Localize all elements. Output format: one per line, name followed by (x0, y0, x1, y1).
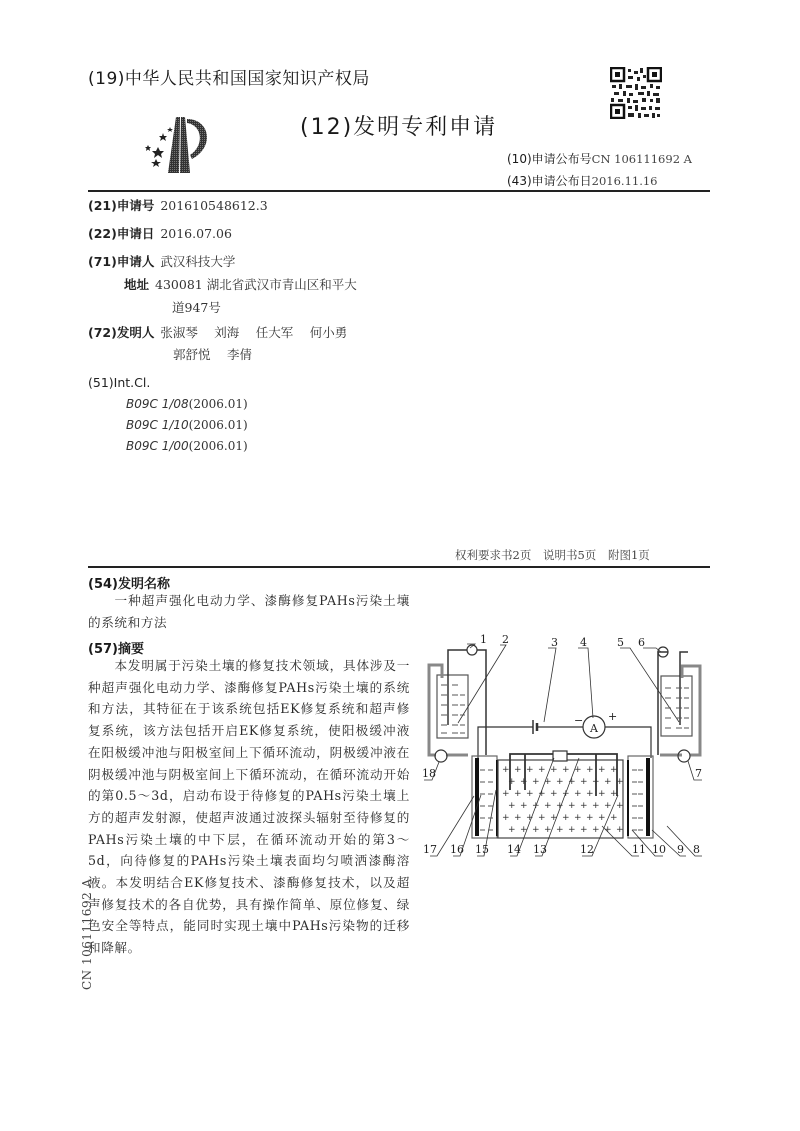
header-divider (88, 190, 710, 192)
address-field-line2 (172, 300, 221, 316)
soil-marker: + (556, 825, 564, 835)
part-label-14: 14 (507, 843, 521, 856)
cathode-buffer-tank (661, 676, 692, 736)
part-label-1: 1 (480, 633, 487, 646)
soil-marker: + (550, 765, 558, 775)
abstract-label: (57)摘要 (88, 642, 144, 657)
applicant-value: 武汉科技大学 (160, 254, 236, 269)
part-label-9: 9 (677, 843, 684, 856)
soil-marker: + (592, 777, 600, 787)
ipc-entry (126, 439, 248, 453)
page-counts: 权利要求书2页 说明书5页 附图1页 (455, 548, 650, 562)
side-publication-number: CN 106111692 A (80, 878, 94, 990)
soil-marker: + (580, 777, 588, 787)
qr-code-icon[interactable] (610, 67, 662, 119)
ipc-code: B09C 1/10 (126, 418, 189, 432)
remediation-system-diagram (420, 630, 705, 865)
pump-18 (435, 750, 447, 762)
soil-marker: + (514, 813, 522, 823)
soil-marker: + (562, 789, 570, 799)
inventors-value-line2: 郭舒悦 李倩 (173, 347, 252, 362)
publication-number-label: (10)申请公布号 (507, 152, 592, 166)
soil-marker: + (604, 801, 612, 811)
part-label-7: 7 (695, 767, 702, 780)
part-label-18: 18 (422, 767, 436, 780)
soil-marker: + (550, 789, 558, 799)
inventors-value-line1: 张淑琴 刘海 任大军 何小勇 (160, 325, 348, 340)
soil-marker: + (574, 765, 582, 775)
soil-marker: + (550, 813, 558, 823)
publication-date-value: 2016.11.16 (591, 174, 658, 188)
soil-marker: + (604, 825, 612, 835)
soil-marker: + (544, 801, 552, 811)
soil-marker: + (598, 813, 606, 823)
publication-date-label: (43)申请公布日 (507, 174, 592, 188)
soil-marker: + (502, 765, 510, 775)
publication-number (507, 150, 692, 167)
soil-marker: + (508, 777, 516, 787)
plus-sign: + (608, 710, 618, 723)
soil-marker: + (538, 789, 546, 799)
pages-divider (88, 566, 710, 568)
anode-buffer-tank (437, 675, 468, 738)
soil-marker: + (538, 813, 546, 823)
ipc-code: B09C 1/08 (126, 397, 189, 411)
ultrasonic-source (553, 751, 567, 761)
soil-marker: + (526, 765, 534, 775)
cnipa-logo-icon (130, 105, 220, 185)
soil-marker: + (562, 813, 570, 823)
minus-sign: − (574, 714, 584, 727)
ipc-version: (2006.01) (188, 397, 248, 411)
soil-marker: + (514, 765, 522, 775)
ipc-entry (126, 418, 248, 432)
part-label-13: 13 (533, 843, 547, 856)
applicant-field (88, 254, 235, 270)
publication-number-value: CN 106111692 A (591, 152, 692, 166)
soil-marker: + (532, 801, 540, 811)
application-number-value: 201610548612.3 (160, 198, 268, 213)
soil-marker: + (592, 825, 600, 835)
soil-marker: + (616, 801, 624, 811)
filing-date-field (88, 226, 232, 242)
part-label-2: 2 (502, 633, 509, 646)
cnipa-logo (130, 105, 220, 185)
soil-marker: + (502, 813, 510, 823)
soil-marker: + (520, 801, 528, 811)
soil-marker: + (526, 813, 534, 823)
soil-marker: + (610, 813, 618, 823)
filing-date-label: (22)申请日 (88, 226, 155, 241)
soil-marker: + (616, 825, 624, 835)
ipc-code: B09C 1/00 (126, 439, 189, 453)
soil-marker: + (586, 765, 594, 775)
soil-marker: + (532, 825, 540, 835)
part-label-12: 12 (580, 843, 594, 856)
soil-marker: + (538, 765, 546, 775)
part-label-8: 8 (693, 843, 700, 856)
soil-marker: + (556, 801, 564, 811)
address-field (124, 277, 357, 293)
ipc-label: (51)Int.Cl. (88, 375, 151, 390)
soil-marker: + (598, 789, 606, 799)
invention-title-text: 一种超声强化电动力学、漆酶修复PAHs污染土壤的系统和方法 (88, 593, 410, 630)
soil-marker: + (592, 801, 600, 811)
address-value-line1: 430081 湖北省武汉市青山区和平大 (155, 277, 357, 292)
address-value-line2: 道947号 (172, 300, 221, 315)
part-label-15: 15 (475, 843, 489, 856)
part-label-10: 10 (652, 843, 666, 856)
soil-marker: + (568, 777, 576, 787)
publication-date (507, 172, 658, 189)
soil-marker: + (586, 789, 594, 799)
soil-marker: + (568, 801, 576, 811)
part-label-6: 6 (638, 636, 645, 649)
soil-marker: + (604, 777, 612, 787)
soil-marker: + (580, 801, 588, 811)
soil-marker: + (616, 777, 624, 787)
soil-marker: + (514, 789, 522, 799)
soil-marker: + (520, 825, 528, 835)
part-label-17: 17 (423, 843, 437, 856)
abstract-text: 本发明属于污染土壤的修复技术领域，具体涉及一种超声强化电动力学、漆酶修复PAHs污染土壤的系统和方法，其特征在于该系统包括EK修复系统和超声修复系统，该方法包括开启EK修复系统，使阳极缓冲液在阳极缓冲池与阳极室间上下循环流动，阴极缓冲液在阴极缓冲池与阴极室间上下循环流动，在循环流动开始的第0.5～3d，启动布设于待修复的PAHs污染土壤上方的超声发射源，使超声波通过波探头辐射至待修复的PAHs污染土壤的中下层，在循环流动开始的第3～5d，向待修复的PAHs污染土壤表面均匀喷洒漆酶溶液。本发明结合EK修复技术、漆酶修复技术，以及超声修复技术的各自优势，具有操作简单、原位修复、绿色安全等特点，能同时实现土壤中PAHs污染物的迁移和降解。 (88, 658, 410, 956)
invention-title-label: (54)发明名称 (88, 577, 170, 592)
soil-marker: + (586, 813, 594, 823)
inventors-field-line2 (173, 347, 252, 363)
inventors-label: (72)发明人 (88, 325, 155, 340)
applicant-label: (71)申请人 (88, 254, 155, 269)
soil-marker: + (520, 777, 528, 787)
abstract (88, 655, 410, 959)
ipc-entry (126, 397, 248, 411)
soil-marker: + (574, 789, 582, 799)
soil-marker: + (526, 789, 534, 799)
invention-title (88, 590, 410, 633)
soil-marker: + (574, 813, 582, 823)
ipc-field (88, 375, 150, 391)
application-number-field (88, 198, 268, 214)
soil-marker: + (502, 789, 510, 799)
document-type-title: (12)发明专利申请 (300, 115, 498, 140)
soil-marker: + (544, 777, 552, 787)
soil-marker: + (562, 765, 570, 775)
inventors-field (88, 325, 347, 341)
soil-marker: + (556, 777, 564, 787)
ipc-version: (2006.01) (188, 418, 248, 432)
address-label: 地址 (124, 277, 150, 292)
filing-date-value: 2016.07.06 (160, 226, 232, 241)
office-name: (19)中华人民共和国国家知识产权局 (88, 69, 370, 89)
soil-marker: + (544, 825, 552, 835)
ammeter-label: A (590, 722, 598, 735)
abstract-figure (420, 630, 705, 865)
soil-marker: + (580, 825, 588, 835)
part-label-16: 16 (450, 843, 464, 856)
soil-marker: + (508, 825, 516, 835)
soil-marker: + (568, 825, 576, 835)
part-label-5: 5 (617, 636, 624, 649)
application-number-label: (21)申请号 (88, 198, 155, 213)
soil-marker: + (610, 789, 618, 799)
part-label-3: 3 (551, 636, 558, 649)
soil-marker: + (598, 765, 606, 775)
ipc-version: (2006.01) (188, 439, 248, 453)
soil-marker: + (610, 765, 618, 775)
part-label-4: 4 (580, 636, 587, 649)
soil-marker: + (508, 801, 516, 811)
soil-marker: + (532, 777, 540, 787)
part-label-11: 11 (632, 843, 646, 856)
